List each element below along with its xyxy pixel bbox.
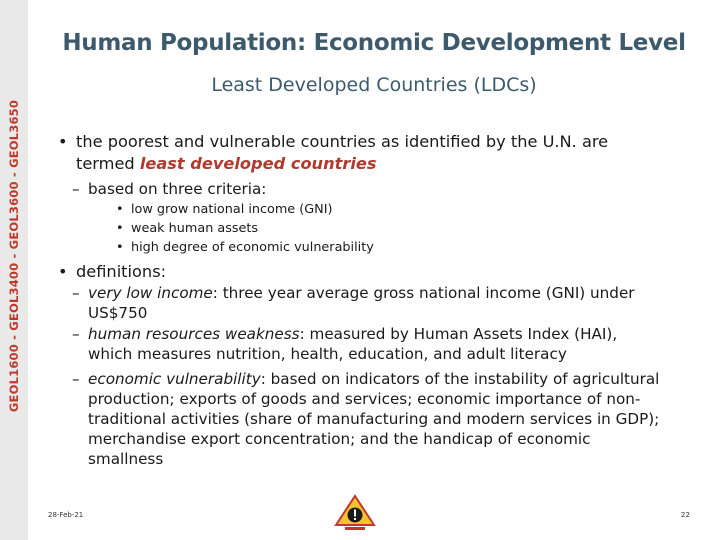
definition-text: smallness [88, 450, 164, 468]
definition-term: very low income [88, 284, 213, 302]
dash-marker: – [72, 284, 80, 302]
definition-body: : based on indicators of the instability of agricultural [260, 370, 660, 388]
bullet-text: the poorest and vulnerable countries as identified by the U.N. are [76, 132, 609, 151]
definition-term: economic vulnerability [88, 370, 261, 388]
criteria-marker: • [116, 221, 124, 236]
definition-text [88, 370, 659, 389]
definition-text: production; exports of goods and services; economic importance of non- [88, 390, 641, 408]
definition-text: merchandise export concentration; and the handicap of economic [88, 430, 591, 448]
definition-text: which measures nutrition, health, education, and adult literacy [88, 345, 567, 363]
bullet-text: definitions: [76, 262, 167, 281]
dash-marker: – [72, 180, 80, 198]
criteria-marker: • [116, 202, 124, 217]
criteria-item: weak human assets [131, 221, 259, 236]
definition-body: : measured by Human Assets Index (HAI), [299, 325, 618, 343]
slide-title: Human Population: Economic Development Level [62, 30, 686, 56]
sub-bullet-text: based on three criteria: [88, 180, 267, 198]
slide-subtitle: Least Developed Countries (LDCs) [211, 74, 537, 96]
dash-marker: – [72, 370, 80, 388]
definition-text: traditional activities (share of manufacturing and modern services in GDP); [88, 410, 660, 428]
criteria-item: low grow national income (GNI) [131, 202, 333, 217]
definition-text [88, 284, 635, 303]
definition-term: human resources weakness [88, 325, 300, 343]
emphasis-term: least developed countries [139, 154, 377, 173]
criteria-item: high degree of economic vulnerability [131, 240, 374, 255]
definition-text [88, 325, 617, 344]
dash-marker: – [72, 325, 80, 343]
page-number: 22 [681, 511, 690, 519]
definition-text: US$750 [88, 304, 148, 322]
criteria-marker: • [116, 240, 124, 255]
hazard-warning-logo-icon [330, 494, 380, 532]
course-codes: GEOL1600 - GEOL3400 - GEOL3600 - GEOL3650 [7, 99, 21, 413]
bullet-text [76, 154, 377, 174]
bullet-marker: • [58, 132, 68, 151]
bullet-marker: • [58, 262, 68, 281]
footer-date: 28-Feb-21 [48, 511, 84, 519]
bullet-text-part: termed [76, 154, 140, 173]
definition-body: : three year average gross national income (GNI) under [212, 284, 635, 302]
